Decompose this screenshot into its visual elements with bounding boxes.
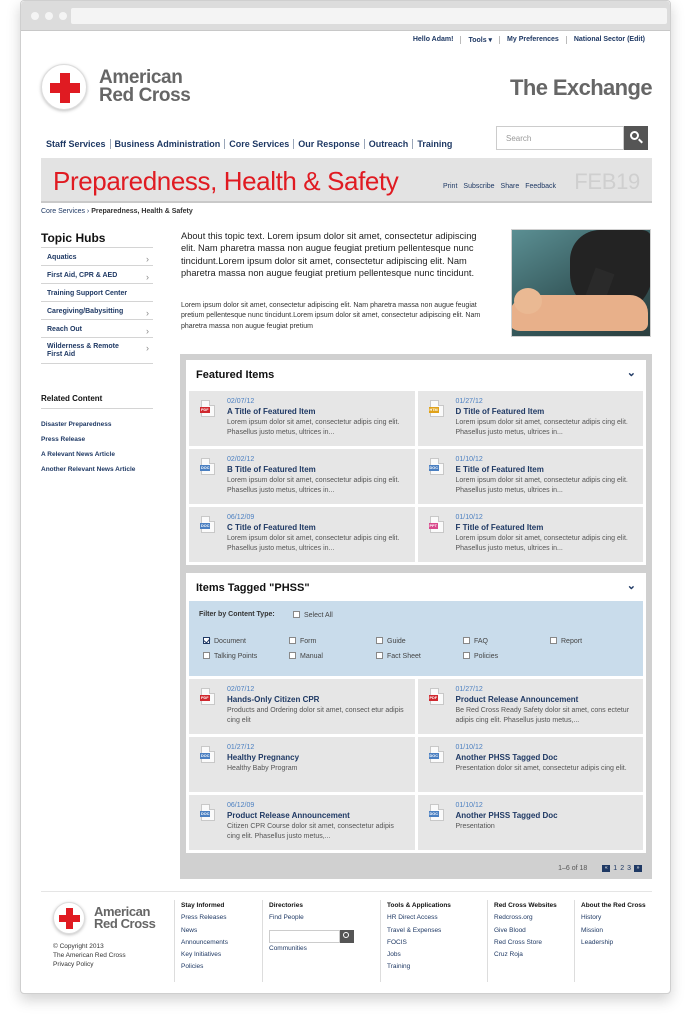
- chevron-right-icon: ›: [146, 343, 149, 353]
- address-bar[interactable]: [71, 8, 667, 24]
- main-nav: [44, 139, 456, 149]
- featured-items-header[interactable]: [186, 360, 646, 388]
- footer-column: [174, 900, 228, 982]
- checkbox-icon: [376, 637, 383, 644]
- page-banner: [41, 158, 652, 203]
- file-type-label: DOC: [201, 754, 210, 758]
- print-link[interactable]: Print: [443, 183, 458, 190]
- footer-brand-line2: Red Cross: [94, 916, 156, 931]
- item-title[interactable]: Healthy Pregnancy: [227, 753, 300, 762]
- filter-document-checkbox[interactable]: [203, 637, 246, 645]
- file-type-label: DOC: [201, 812, 210, 816]
- checkbox-icon: [293, 611, 300, 618]
- footer-column-heading: Tools & Applications: [387, 902, 451, 909]
- nav-core-services[interactable]: Core Services: [224, 139, 293, 149]
- filter-report-checkbox[interactable]: [550, 637, 582, 645]
- breadcrumb-separator: ›: [86, 208, 90, 215]
- chevron-right-icon: ›: [146, 254, 149, 264]
- page-link[interactable]: 3: [627, 865, 631, 872]
- page-title: Preparedness, Health & Safety: [53, 166, 399, 196]
- file-htm-icon: [430, 400, 444, 417]
- file-doc-icon: [430, 804, 444, 821]
- footer-column-heading: Directories: [269, 902, 303, 909]
- tagged-items-card: [186, 573, 646, 872]
- footer-search: [269, 930, 354, 943]
- item-date: 02/02/12: [227, 456, 255, 463]
- breadcrumb-current: Preparedness, Health & Safety: [91, 208, 193, 215]
- people-search-input[interactable]: [269, 930, 340, 943]
- file-type-label: PPT: [429, 524, 437, 528]
- filter-option-label: Form: [300, 638, 317, 645]
- item-description: Lorem ipsum dolor sit amet, consectetur adipis cing elit. Phasellus justo metus, ultrices in...: [455, 477, 628, 494]
- item-date: 01/10/12: [455, 744, 483, 751]
- footer-column: [574, 900, 646, 982]
- footer-link[interactable]: Give Blood: [494, 926, 526, 934]
- search-bar: [496, 126, 648, 150]
- tagged-items-grid: [186, 676, 646, 853]
- checkbox-icon: [376, 652, 383, 659]
- filter-fact-sheet-checkbox[interactable]: [376, 652, 421, 660]
- brand-logo[interactable]: [41, 64, 190, 110]
- sidebar-item-label: First Aid, CPR & AED: [47, 272, 118, 279]
- feedback-link[interactable]: Feedback: [525, 183, 556, 190]
- filter-manual-checkbox[interactable]: [289, 652, 323, 660]
- sidebar-item-topic[interactable]: [41, 266, 153, 284]
- sidebar-item-label: Training Support Center: [47, 290, 128, 297]
- checkbox-icon: [203, 637, 210, 644]
- list-item[interactable]: [418, 737, 644, 792]
- checkbox-icon: [289, 637, 296, 644]
- checkbox-icon: [550, 637, 557, 644]
- footer-column: [262, 900, 354, 982]
- tagged-items-title: Items Tagged "PHSS": [196, 582, 310, 594]
- filter-option-label: Manual: [300, 653, 323, 660]
- related-content-list: [41, 417, 135, 477]
- next-page-button[interactable]: »: [634, 865, 642, 872]
- filter-option-label: Policies: [474, 653, 499, 660]
- copyright-line: © Copyright 2013: [53, 943, 104, 950]
- search-icon: [343, 932, 349, 938]
- file-doc-icon: [430, 746, 444, 763]
- checkbox-icon: [463, 652, 470, 659]
- item-title[interactable]: F Title of Featured Item: [455, 523, 544, 532]
- red-cross-icon: [41, 64, 87, 110]
- footer-column-heading: Stay Informed: [181, 902, 225, 909]
- item-description: Lorem ipsum dolor sit amet, consectetur adipis cing elit. Phasellus justo metus, ultrices in...: [455, 535, 628, 552]
- search-input[interactable]: Search: [496, 126, 624, 150]
- item-title[interactable]: C Title of Featured Item: [227, 523, 316, 532]
- brand-name: [99, 69, 190, 105]
- page-link[interactable]: 1: [613, 865, 618, 872]
- file-type-label: PDF: [201, 696, 209, 700]
- footer-link[interactable]: Travel & Expenses: [387, 926, 442, 934]
- item-date: 01/10/12: [455, 456, 483, 463]
- sidebar-item-topic[interactable]: [41, 248, 153, 266]
- list-item[interactable]: [418, 449, 644, 504]
- file-type-label: DOC: [429, 754, 438, 758]
- file-type-label: DOC: [429, 466, 438, 470]
- nav-our-response[interactable]: Our Response: [293, 139, 364, 149]
- featured-items-title: Featured Items: [196, 369, 275, 381]
- filter-option-label: Fact Sheet: [387, 653, 421, 660]
- banner-date: FEB19: [574, 169, 640, 194]
- footer-link[interactable]: History: [581, 914, 602, 922]
- tools-menu[interactable]: Tools ▾: [460, 36, 499, 44]
- file-doc-icon: [201, 804, 215, 821]
- chevron-right-icon: ›: [146, 308, 149, 318]
- chevron-right-icon: ›: [146, 326, 149, 336]
- sidebar-item-topic[interactable]: [41, 320, 153, 338]
- filter-talking-points-checkbox[interactable]: [203, 652, 257, 660]
- filter-option-label: Guide: [387, 638, 406, 645]
- related-content-link[interactable]: Another Relevant News Article: [41, 466, 136, 473]
- item-title[interactable]: E Title of Featured Item: [455, 465, 544, 474]
- item-date: 01/27/12: [455, 686, 483, 693]
- copyright: [53, 942, 126, 969]
- nav-staff-services[interactable]: Staff Services: [46, 139, 106, 149]
- item-title[interactable]: D Title of Featured Item: [455, 407, 545, 416]
- footer-link[interactable]: Find People: [269, 914, 304, 922]
- about-body: Lorem ipsum dolor sit amet, consectetur adipiscing elit. Nam pharetra massa non augue feugiat pretium pellentesque nunc tincidunt.Lorem ipsum dolor sit amet, consectetur adipiscing elit. Nam pharetra massa non augue feugiat pretium: [181, 302, 481, 330]
- featured-items-card: [186, 360, 646, 565]
- sidebar-item-label: Wilderness & Remote First Aid: [47, 343, 119, 358]
- item-title[interactable]: B Title of Featured Item: [227, 465, 316, 474]
- chevron-down-icon[interactable]: ⌄: [626, 367, 636, 379]
- chevron-right-icon: ›: [146, 272, 149, 282]
- checkbox-icon: [203, 652, 210, 659]
- pagination-summary: 1–6 of 18: [558, 865, 588, 872]
- footer-brand-line1: American: [94, 904, 151, 919]
- featured-items-grid: [186, 388, 646, 565]
- sidebar-item-label: Reach Out: [47, 326, 83, 333]
- select-all-checkbox[interactable]: [293, 611, 333, 619]
- item-date: 02/07/12: [227, 398, 255, 405]
- item-description: Healthy Baby Program: [227, 765, 298, 772]
- related-content-link[interactable]: Press Release: [41, 436, 86, 443]
- brand-name-line2: Red Cross: [99, 85, 191, 106]
- footer-link[interactable]: Cruz Roja: [494, 951, 523, 959]
- page-link[interactable]: 2: [620, 865, 625, 872]
- filter-option-label: Report: [561, 638, 583, 645]
- privacy-policy-link[interactable]: Privacy Policy: [53, 961, 94, 968]
- item-title[interactable]: Another PHSS Tagged Doc: [455, 811, 558, 820]
- list-item[interactable]: [189, 449, 415, 504]
- nav-training[interactable]: Training: [412, 139, 456, 149]
- share-link[interactable]: Share: [500, 183, 520, 190]
- select-all-label: Select All: [304, 612, 333, 619]
- people-search-button[interactable]: [340, 930, 354, 943]
- footer-link[interactable]: FOCIS: [387, 938, 407, 946]
- related-content-heading: Related Content: [41, 394, 153, 409]
- item-date: 01/10/12: [455, 802, 483, 809]
- list-item[interactable]: [418, 679, 644, 734]
- list-item[interactable]: [418, 391, 644, 446]
- item-description: Lorem ipsum dolor sit amet, consectetur adipis cing elit. Phasellus justo metus, ultrices in...: [455, 419, 628, 436]
- file-doc-icon: [201, 516, 215, 533]
- topic-hubs-list: [41, 247, 153, 364]
- footer-link[interactable]: Jobs: [387, 951, 401, 959]
- window-dot-icon[interactable]: [31, 12, 39, 20]
- footer-column: [380, 900, 451, 982]
- filter-form-checkbox[interactable]: [289, 637, 316, 645]
- nav-outreach[interactable]: Outreach: [364, 139, 413, 149]
- item-title[interactable]: Hands-Only Citizen CPR: [227, 695, 320, 704]
- sidebar-item-label: Caregiving/Babysitting: [47, 308, 124, 315]
- related-content-link[interactable]: Disaster Preparedness: [41, 421, 112, 428]
- pagination: [558, 865, 642, 872]
- subscribe-link[interactable]: Subscribe: [463, 183, 495, 190]
- prev-page-button[interactable]: «: [602, 865, 610, 872]
- list-item[interactable]: [189, 737, 415, 792]
- checkbox-icon: [463, 637, 470, 644]
- file-type-label: PDF: [429, 696, 438, 700]
- browser-window: [20, 0, 671, 994]
- item-description: Lorem ipsum dolor sit amet, consectetur adipis cing elit. Phasellus justo metus, ultrices in...: [227, 535, 400, 552]
- banner-actions: [443, 183, 556, 190]
- item-title[interactable]: Product Release Announcement: [227, 811, 350, 820]
- greeting-link[interactable]: Hello Adam!: [412, 36, 454, 43]
- footer-link[interactable]: Leadership: [581, 938, 614, 946]
- nav-business-administration[interactable]: Business Administration: [110, 139, 225, 149]
- about-lead: About this topic text. Lorem ipsum dolor sit amet, consectetur adipiscing elit. Nam pharetra massa non augue feugiat pretium pellentesque nunc tincidunt.Lorem ipsum dolor sit amet, consectetur adipiscing elit. Nam pharetra massa non augue feugiat pretium pellentesque nunc tincidunt.: [181, 231, 477, 278]
- content-type-filter: [189, 601, 643, 676]
- sidebar-item-topic[interactable]: [41, 338, 153, 364]
- copyright-org: The American Red Cross: [53, 952, 126, 959]
- item-date: 06/12/09: [227, 514, 255, 521]
- item-date: 06/12/09: [227, 802, 255, 809]
- item-date: 02/07/12: [227, 686, 255, 693]
- item-description: Lorem ipsum dolor sit amet, consectetur adipis cing elit. Phasellus justo metus, ultrices in...: [227, 477, 400, 494]
- filter-guide-checkbox[interactable]: [376, 637, 406, 645]
- footer-link[interactable]: News: [181, 926, 198, 934]
- file-pdf-icon: [430, 688, 444, 705]
- footer-link[interactable]: HR Direct Access: [387, 914, 438, 922]
- breadcrumb-parent[interactable]: Core Services: [41, 208, 85, 215]
- chevron-down-icon[interactable]: ⌄: [626, 580, 636, 592]
- footer-link[interactable]: Press Releases: [181, 914, 227, 922]
- footer-column: [487, 900, 557, 982]
- checkbox-icon: [289, 652, 296, 659]
- list-item[interactable]: [189, 391, 415, 446]
- window-dot-icon[interactable]: [45, 12, 53, 20]
- item-description: Lorem ipsum dolor sit amet, consectetur adipis cing elit. Phasellus justo metus, ultrices in...: [227, 419, 400, 436]
- item-date: 01/10/12: [455, 514, 483, 521]
- window-dot-icon[interactable]: [59, 12, 67, 20]
- file-type-label: DOC: [429, 812, 438, 816]
- item-description: Citizen CPR Course dolor sit amet, consectetur adipis cing elit. Phasellus justo metus,...: [227, 823, 394, 840]
- footer-column-heading: About the Red Cross: [581, 902, 646, 909]
- file-type-label: HTM: [429, 408, 438, 412]
- item-description: Products and Ordering dolor sit amet, consect etur adipis cing elit: [227, 707, 404, 724]
- breadcrumb: [41, 208, 193, 215]
- related-content-link[interactable]: A Relevant News Article: [41, 451, 115, 458]
- topic-hubs-heading: Topic Hubs: [41, 231, 106, 245]
- list-item[interactable]: [189, 507, 415, 562]
- filter-option-label: FAQ: [474, 638, 489, 645]
- preferences-link[interactable]: My Preferences: [499, 36, 566, 44]
- filter-option-label: Talking Points: [214, 653, 258, 660]
- filter-label: Filter by Content Type:: [199, 611, 275, 618]
- sidebar-item-label: Aquatics: [47, 254, 77, 261]
- list-item[interactable]: [418, 795, 644, 850]
- item-title[interactable]: Another PHSS Tagged Doc: [455, 753, 558, 762]
- footer-link[interactable]: Communities: [269, 944, 307, 952]
- item-description: Presentation: [455, 823, 495, 830]
- item-description: Be Red Cross Ready Safety dolor sit amet, cons ectetur adipis cing elit. Phasellus justo metus,...: [455, 707, 630, 724]
- file-doc-icon: [201, 746, 215, 763]
- file-doc-icon: [201, 458, 215, 475]
- footer-column-heading: Red Cross Websites: [494, 902, 557, 909]
- file-pdf-icon: [201, 400, 215, 417]
- red-cross-icon: [53, 902, 85, 934]
- footer-link[interactable]: Mission: [581, 926, 604, 934]
- footer-link[interactable]: Redcross.org: [494, 914, 533, 922]
- sidebar-item-topic[interactable]: [41, 302, 153, 320]
- utility-nav: [406, 36, 652, 44]
- footer-brand-name: [94, 906, 155, 930]
- footer-link[interactable]: Policies: [181, 963, 204, 971]
- site-title: The Exchange: [510, 75, 652, 100]
- file-pdf-icon: [201, 688, 215, 705]
- file-type-label: DOC: [201, 466, 210, 470]
- search-button[interactable]: [624, 126, 648, 150]
- footer-link[interactable]: Announcements: [181, 938, 228, 946]
- list-item[interactable]: [189, 795, 415, 850]
- sector-link[interactable]: National Sector (Edit): [566, 36, 652, 44]
- filter-faq-checkbox[interactable]: [463, 637, 488, 645]
- item-title[interactable]: Product Release Announcement: [455, 695, 579, 704]
- tagged-items-header[interactable]: [186, 573, 646, 601]
- filter-policies-checkbox[interactable]: [463, 652, 498, 660]
- file-doc-icon: [430, 458, 444, 475]
- file-type-label: DOC: [201, 524, 210, 528]
- list-item[interactable]: [189, 679, 415, 734]
- brand-name-line1: American: [99, 67, 183, 88]
- footer-link[interactable]: Training: [387, 963, 411, 971]
- cpr-photo: [511, 229, 651, 337]
- sidebar-item-topic[interactable]: [41, 284, 153, 302]
- file-ppt-icon: [430, 516, 444, 533]
- list-item[interactable]: [418, 507, 644, 562]
- filter-option-label: Document: [214, 638, 246, 645]
- file-type-label: PDF: [201, 408, 209, 412]
- item-description: Presentation dolor sit amet, consectetur adipis cing elit.: [455, 765, 627, 772]
- item-date: 01/27/12: [455, 398, 483, 405]
- footer-link[interactable]: Key Initiatives: [181, 951, 222, 959]
- footer: [41, 891, 652, 989]
- content-panel: [180, 354, 652, 879]
- item-date: 01/27/12: [227, 744, 255, 751]
- footer-logo[interactable]: [53, 902, 155, 934]
- footer-link[interactable]: Red Cross Store: [494, 938, 543, 946]
- item-title[interactable]: A Title of Featured Item: [227, 407, 316, 416]
